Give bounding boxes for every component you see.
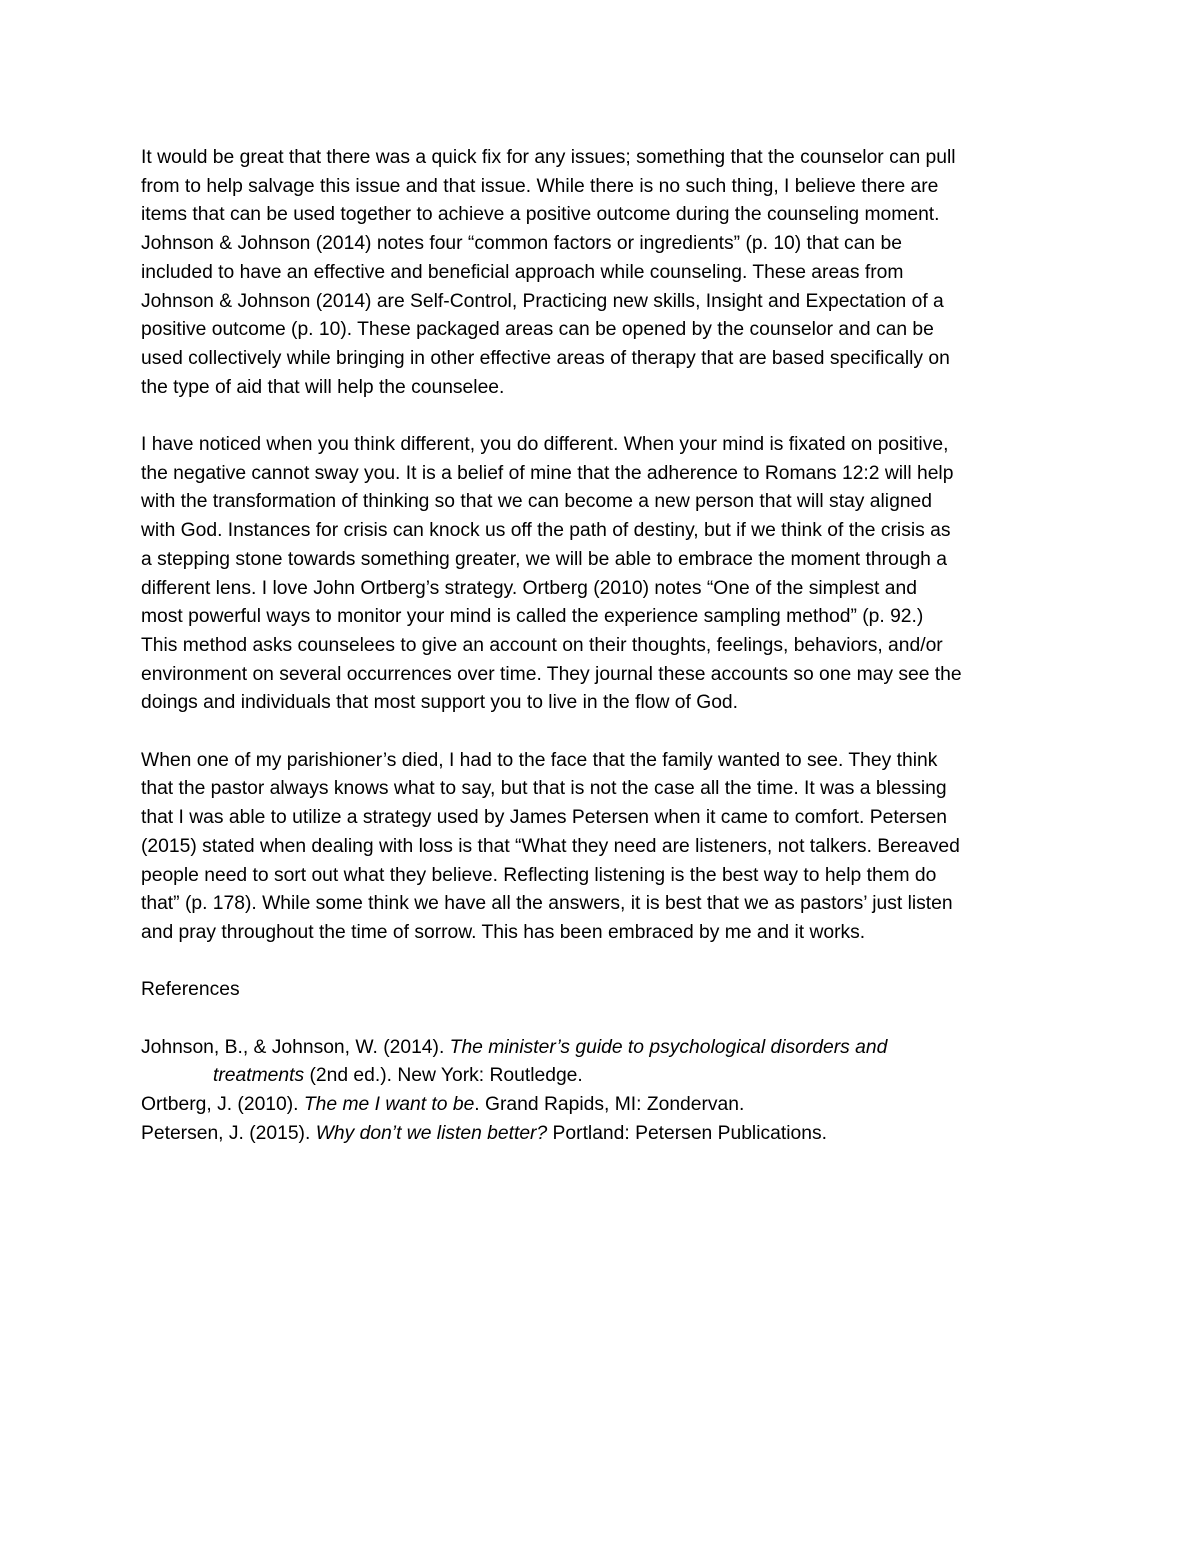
- text-line: with God. Instances for crisis can knock us off the path of destiny, but if we think of the crisis as: [141, 520, 951, 542]
- text-line: (2015) stated when dealing with loss is that “What they need are listeners, not talkers. Bereaved: [141, 835, 960, 857]
- text-line: used collectively while bringing in other effective areas of therapy that are based specifically on: [141, 347, 950, 369]
- text-line: that I was able to utilize a strategy used by James Petersen when it came to comfort. Petersen: [141, 807, 947, 829]
- reference-author: Petersen, J. (2015).: [141, 1122, 316, 1144]
- text-line: most powerful ways to monitor your mind is called the experience sampling method” (p. 92.): [141, 606, 924, 628]
- text-line: and pray throughout the time of sorrow. This has been embraced by me and it works.: [141, 921, 866, 943]
- text-line: the type of aid that will help the counselee.: [141, 376, 505, 398]
- paragraph-2: [141, 431, 1061, 718]
- reference-title: Why don’t we listen better?: [315, 1122, 548, 1144]
- reference-author: Ortberg, J. (2010).: [141, 1094, 304, 1116]
- text-line: people need to sort out what they believe. Reflecting listening is the best way to help them do: [141, 864, 937, 886]
- reference-first-line: [141, 1091, 1061, 1120]
- reference-entry: [141, 1091, 1061, 1120]
- text-line: the negative cannot sway you. It is a belief of mine that the adherence to Romans 12:2 will help: [141, 462, 954, 484]
- reference-publisher: (2nd ed.). New York: Routledge.: [304, 1065, 583, 1087]
- reference-first-line: [141, 1034, 1061, 1063]
- reference-author: Johnson, B., & Johnson, W. (2014).: [141, 1036, 450, 1058]
- text-line: When one of my parishioner’s died, I had to the face that the family wanted to see. They think: [141, 749, 938, 771]
- text-line: It would be great that there was a quick fix for any issues; something that the counselor can pull: [141, 147, 956, 168]
- text-line: that” (p. 178). While some think we have all the answers, it is best that we as pastors’ just listen: [141, 893, 953, 915]
- paragraph-3: [141, 747, 1061, 948]
- document-body: [141, 144, 1061, 1149]
- reference-title: The minister’s guide to psychological disorders and: [449, 1036, 888, 1058]
- text-line: items that can be used together to achieve a positive outcome during the counseling moment.: [141, 204, 940, 226]
- reference-first-line: [141, 1120, 1061, 1149]
- text-line: from to help salvage this issue and that issue. While there is no such thing, I believe there are: [141, 175, 939, 197]
- text-line: Johnson & Johnson (2014) notes four “common factors or ingredients” (p. 10) that can be: [141, 233, 902, 255]
- reference-publisher: Portland: Petersen Publications.: [547, 1122, 827, 1144]
- text-line: different lens. I love John Ortberg’s strategy. Ortberg (2010) notes “One of the simplest and: [141, 577, 917, 599]
- text-line: that the pastor always knows what to say, but that is not the case all the time. It was a blessing: [141, 778, 947, 800]
- text-line: Johnson & Johnson (2014) are Self-Control, Practicing new skills, Insight and Expectation of a: [141, 290, 944, 312]
- text-line: I have noticed when you think different, you do different. When your mind is fixated on positive,: [141, 434, 949, 456]
- text-line: This method asks counselees to give an account on their thoughts, feelings, behaviors, and/or: [141, 634, 943, 656]
- text-line: a stepping stone towards something greater, we will be able to embrace the moment through a: [141, 548, 947, 570]
- reference-entry: [141, 1120, 1061, 1149]
- text-line: positive outcome (p. 10). These packaged areas can be opened by the counselor and can be: [141, 319, 934, 341]
- text-line: with the transformation of thinking so that we can become a new person that will stay aligned: [141, 491, 932, 513]
- reference-title: The me I want to be: [303, 1094, 475, 1116]
- reference-title-continued: treatments: [213, 1065, 305, 1087]
- text-line: environment on several occurrences over time. They journal these accounts so one may see the: [141, 663, 962, 685]
- paragraph-1: [141, 144, 1061, 402]
- reference-entry: [141, 1034, 1061, 1091]
- reference-continuation-line: [141, 1062, 1061, 1091]
- text-line: included to have an effective and beneficial approach while counseling. These areas from: [141, 261, 904, 283]
- references-heading: References: [141, 979, 240, 1001]
- reference-publisher: . Grand Rapids, MI: Zondervan.: [474, 1094, 745, 1116]
- text-line: doings and individuals that most support you to live in the flow of God.: [141, 692, 738, 714]
